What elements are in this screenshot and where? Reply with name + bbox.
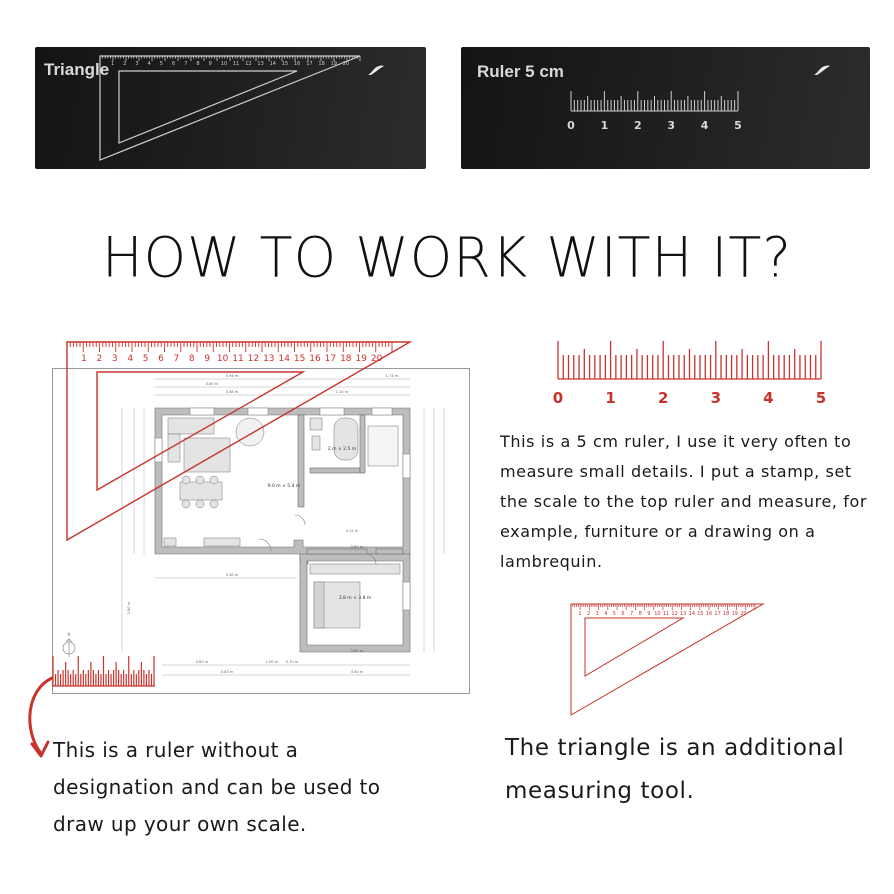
scale-number: 9 [647,611,651,617]
dimension-label: 3.30 m [225,573,239,577]
scale-number: 14 [688,611,695,617]
scale-number: 14 [269,61,276,67]
scale-number: 2 [123,61,127,67]
scale-number: 16 [309,354,321,364]
scale-number: 4 [700,119,709,132]
scale-number: 6 [172,61,176,67]
scale-number: 7 [173,354,180,364]
scale-number: 11 [233,61,240,67]
dimension-label: 2.62 m [350,545,364,549]
triangle-card [35,47,426,169]
scale-number: 2 [657,389,669,407]
scale-number: 20 [342,61,350,67]
scale-number: 7 [184,61,188,67]
scale-number: 13 [257,61,264,67]
scale-number: 1 [81,354,87,364]
dimension-label: 3.48 m [225,390,239,394]
scale-number: 7 [630,611,634,617]
scale-number: 4 [127,354,134,364]
scale-number: 9 [208,61,212,67]
scale-number: 5 [142,354,149,364]
triangle-description: The triangle is an additional measuring tool. [505,735,845,804]
scale-number: 13 [263,354,275,364]
scale-number: 12 [671,611,678,617]
scale-number: 15 [697,611,704,617]
scale-number: 1 [605,389,616,407]
scale-number: 6 [158,354,164,364]
dimension-label: 4.12 m [345,529,359,533]
scale-number: 8 [188,354,195,364]
five-cm-ruler-description: This is a 5 cm ruler, I use it very often to measure small details. I put a stamp, set the scale to the top ruler and measure, for example, furniture or a drawing on a lambrequin. [500,432,868,571]
scale-number: 2 [587,611,591,617]
scale-number: 20 [740,611,747,617]
scale-number: 4 [604,611,608,617]
scale-number: 18 [340,354,352,364]
scale-number: 17 [714,611,721,617]
plain-ruler-description: This is a ruler without a designation and can be used to draw up your own scale. [53,738,381,836]
scale-number: 10 [216,354,229,364]
scale-number: 13 [680,611,687,617]
scale-number: 16 [294,61,301,67]
dimension-label: 4.40 m [350,670,364,674]
dimension-label: 0.83 m [220,670,234,674]
scale-number: 18 [723,611,730,617]
dimension-label: 0.70 m [285,660,299,664]
scale-number: 2 [633,119,642,132]
room-label-bath: 2 m × 2.5 m [327,447,357,452]
scale-number: 2 [96,354,103,364]
scale-number: 3 [710,389,722,407]
scale-number: 15 [281,61,289,67]
scale-number: 16 [705,611,713,617]
scale-number: 19 [731,611,738,617]
scale-number: 1 [600,119,609,132]
triangle-card-title: Triangle [44,60,110,79]
scale-number: 11 [232,354,244,364]
dimension-label: 3.80 m [195,660,209,664]
scale-number: 3 [135,61,139,67]
card-ruler-scale [461,47,870,169]
scale-number: 17 [324,354,337,364]
scale-number: 10 [220,61,228,67]
scale-number: 5 [612,611,616,617]
scale-number: 4 [763,389,774,407]
dimension-label: 1.00 m [265,660,279,664]
scale-number: 3 [667,119,676,132]
scale-number: 0 [552,389,564,407]
ruler-card [461,47,870,169]
scale-number: 12 [245,61,252,67]
scale-number: 3 [111,354,118,364]
scale-number: 10 [654,611,661,617]
scale-number: 12 [247,354,260,364]
scale-number: 17 [306,61,313,67]
dimension-label: 3.80 m [205,382,219,386]
scale-number: 11 [662,611,670,617]
page-title: HOW TO WORK WITH IT? [102,225,792,290]
scale-number: 20 [370,354,383,364]
scale-number: 8 [638,611,642,617]
scale-number: 5 [159,61,163,67]
scale-number: 5 [815,389,827,407]
scale-number: 3 [595,611,599,617]
dimension-label: 3.80 m [350,649,364,653]
curved-arrow-icon [30,678,52,752]
dimension-label: 1.74 m [385,374,399,378]
scale-number: 1 [111,61,115,67]
svg-text:N: N [67,632,71,637]
dimension-label: 5.94 m [225,374,239,378]
scale-number: 15 [293,354,306,364]
scale-number: 0 [567,119,575,132]
scale-number: 5 [734,119,742,132]
floor-plan [52,368,470,694]
scale-number: 19 [355,354,367,364]
scale-number: 8 [196,61,200,67]
scale-number: 1 [578,611,582,617]
brush-icon [366,63,386,77]
dimension-label: 2.10 m [335,390,349,394]
scale-number: 18 [318,61,325,67]
room-label-living: 9.0 m × 5.4 m [267,484,301,489]
room-label-bedroom: 3.8 m × 3.8 m [338,596,372,601]
ruler-card-title: Ruler 5 cm [477,62,564,81]
dimension-label: 3.80 m [127,601,131,615]
scale-number: 9 [204,354,211,364]
scale-number: 19 [330,61,337,67]
scale-number: 6 [621,611,625,617]
scale-number: 4 [147,61,151,67]
scale-number: 14 [278,354,290,364]
